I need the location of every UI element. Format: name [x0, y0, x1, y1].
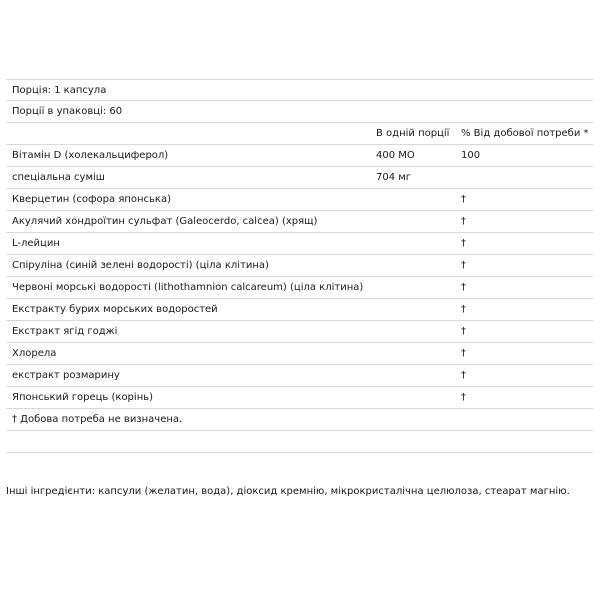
- ingredient-daily-value: †: [461, 216, 466, 227]
- ingredient-name: Японський горець (корінь): [12, 392, 154, 403]
- ingredient-amount: 400 МО: [376, 150, 415, 161]
- ingredient-row: [6, 255, 593, 277]
- footnote: † Добова потреба не визначена.: [12, 414, 183, 425]
- other-ingredients: Інші інгредієнти: капсули (желатин, вода), діоксид кремнію, мікрокристалічна целюлоза, стеарат магнію.: [6, 486, 570, 497]
- ingredient-name: Спіруліна (синій зелені водорості) (ціла клітина): [12, 260, 269, 271]
- ingredient-daily-value: †: [461, 392, 466, 403]
- ingredient-name: екстракт розмарину: [12, 370, 120, 381]
- ingredient-daily-value: †: [461, 238, 466, 249]
- ingredient-daily-value: †: [461, 326, 466, 337]
- ingredient-name: Екстракту бурих морських водоростей: [12, 304, 218, 315]
- ingredient-row: [6, 233, 593, 255]
- table-bottom-spacer: [6, 431, 593, 453]
- serving-size-row: [6, 80, 593, 101]
- ingredient-row: [6, 343, 593, 365]
- ingredient-daily-value: †: [461, 282, 466, 293]
- column-header-row: [6, 123, 593, 145]
- daily-value-column-header: % Від добової потреби *: [461, 128, 589, 139]
- ingredient-row: [6, 299, 593, 321]
- servings-per-container-row: [6, 101, 593, 123]
- amount-column-header: В одній порції: [376, 128, 450, 139]
- ingredient-name: спеціальна суміш: [12, 172, 105, 183]
- ingredient-name: Акулячий хондроїтин сульфат (Galeocerdo, calcea) (хрящ): [12, 216, 318, 227]
- ingredient-row: [6, 167, 593, 189]
- ingredient-name: Екстракт ягід годжі: [12, 326, 118, 337]
- ingredient-daily-value: †: [461, 348, 466, 359]
- ingredient-name: Кверцетин (софора японська): [12, 194, 172, 205]
- ingredient-name: Хлорела: [12, 348, 57, 359]
- footnote-row: [6, 409, 593, 431]
- supplement-facts-table: [6, 79, 593, 453]
- ingredient-row: [6, 277, 593, 299]
- ingredient-row: [6, 321, 593, 343]
- ingredient-row: [6, 387, 593, 409]
- ingredient-amount: 704 мг: [376, 172, 412, 183]
- servings-per-container: Порції в упаковці: 60: [12, 106, 123, 117]
- ingredient-daily-value: 100: [461, 150, 481, 161]
- ingredient-row: [6, 189, 593, 211]
- ingredient-daily-value: †: [461, 194, 466, 205]
- ingredient-daily-value: †: [461, 304, 466, 315]
- ingredient-daily-value: †: [461, 260, 466, 271]
- ingredient-name: Вітамін D (холекальциферол): [12, 150, 169, 161]
- ingredient-row: [6, 145, 593, 167]
- ingredient-row: [6, 365, 593, 387]
- ingredient-name: L-лейцин: [12, 238, 60, 249]
- ingredient-daily-value: †: [461, 370, 466, 381]
- ingredient-row: [6, 211, 593, 233]
- ingredient-name: Червоні морські водорості (lithothamnion calcareum) (ціла клітина): [12, 282, 364, 293]
- serving-size: Порція: 1 капсула: [12, 85, 107, 96]
